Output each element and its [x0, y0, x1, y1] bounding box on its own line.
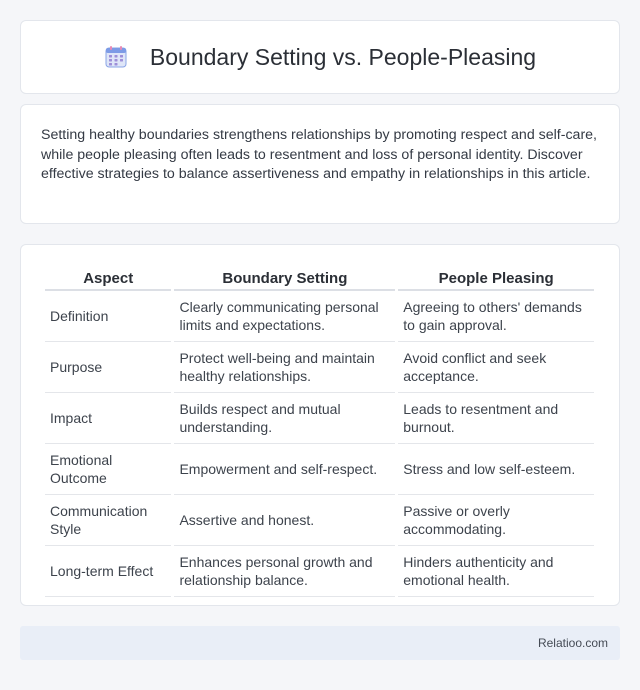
cell-aspect: Impact [45, 393, 171, 444]
cell-boundary: Protect well-being and maintain healthy relationships. [174, 342, 395, 393]
cell-boundary: Assertive and honest. [174, 495, 395, 546]
table-row [45, 495, 594, 546]
cell-aspect: Long-term Effect [45, 546, 171, 597]
intro-card [20, 104, 620, 224]
footer-bar [20, 626, 620, 660]
title-wrap [104, 44, 536, 71]
table-header-row [45, 267, 594, 291]
table-row [45, 546, 594, 597]
footer-site-link[interactable]: Relatioo.com [537, 636, 608, 650]
cell-pleasing: Agreeing to others' demands to gain approval. [398, 291, 594, 342]
cell-pleasing: Passive or overly accommodating. [398, 495, 594, 546]
title-card [20, 20, 620, 94]
table-row [45, 342, 594, 393]
cell-boundary: Enhances personal growth and relationship balance. [174, 546, 395, 597]
cell-boundary: Clearly communicating personal limits and expectations. [174, 291, 395, 342]
header-aspect: Aspect [45, 267, 171, 291]
cell-aspect: Purpose [45, 342, 171, 393]
cell-pleasing: Leads to resentment and burnout. [398, 393, 594, 444]
cell-pleasing: Avoid conflict and seek acceptance. [398, 342, 594, 393]
cell-aspect: Emotional Outcome [45, 444, 171, 495]
cell-pleasing: Hinders authenticity and emotional health. [398, 546, 594, 597]
header-boundary-setting: Boundary Setting [174, 267, 395, 291]
cell-aspect: Definition [45, 291, 171, 342]
comparison-table [42, 267, 597, 597]
calendar-icon [104, 45, 128, 69]
table-row [45, 393, 594, 444]
header-people-pleasing: People Pleasing [398, 267, 594, 291]
cell-boundary: Builds respect and mutual understanding. [174, 393, 395, 444]
cell-aspect: Communication Style [45, 495, 171, 546]
cell-boundary: Empowerment and self-respect. [174, 444, 395, 495]
intro-paragraph: Setting healthy boundaries strengthens relationships by promoting respect and self-care, while people pleasing often leads to resentment and loss of personal identity. Discover effective strategies to balance assertiveness and empathy in relationships in this article. [41, 127, 598, 182]
table-row [45, 444, 594, 495]
page-title: Boundary Setting vs. People-Pleasing [149, 43, 537, 70]
table-card [20, 244, 620, 606]
table-row [45, 291, 594, 342]
cell-pleasing: Stress and low self-esteem. [398, 444, 594, 495]
